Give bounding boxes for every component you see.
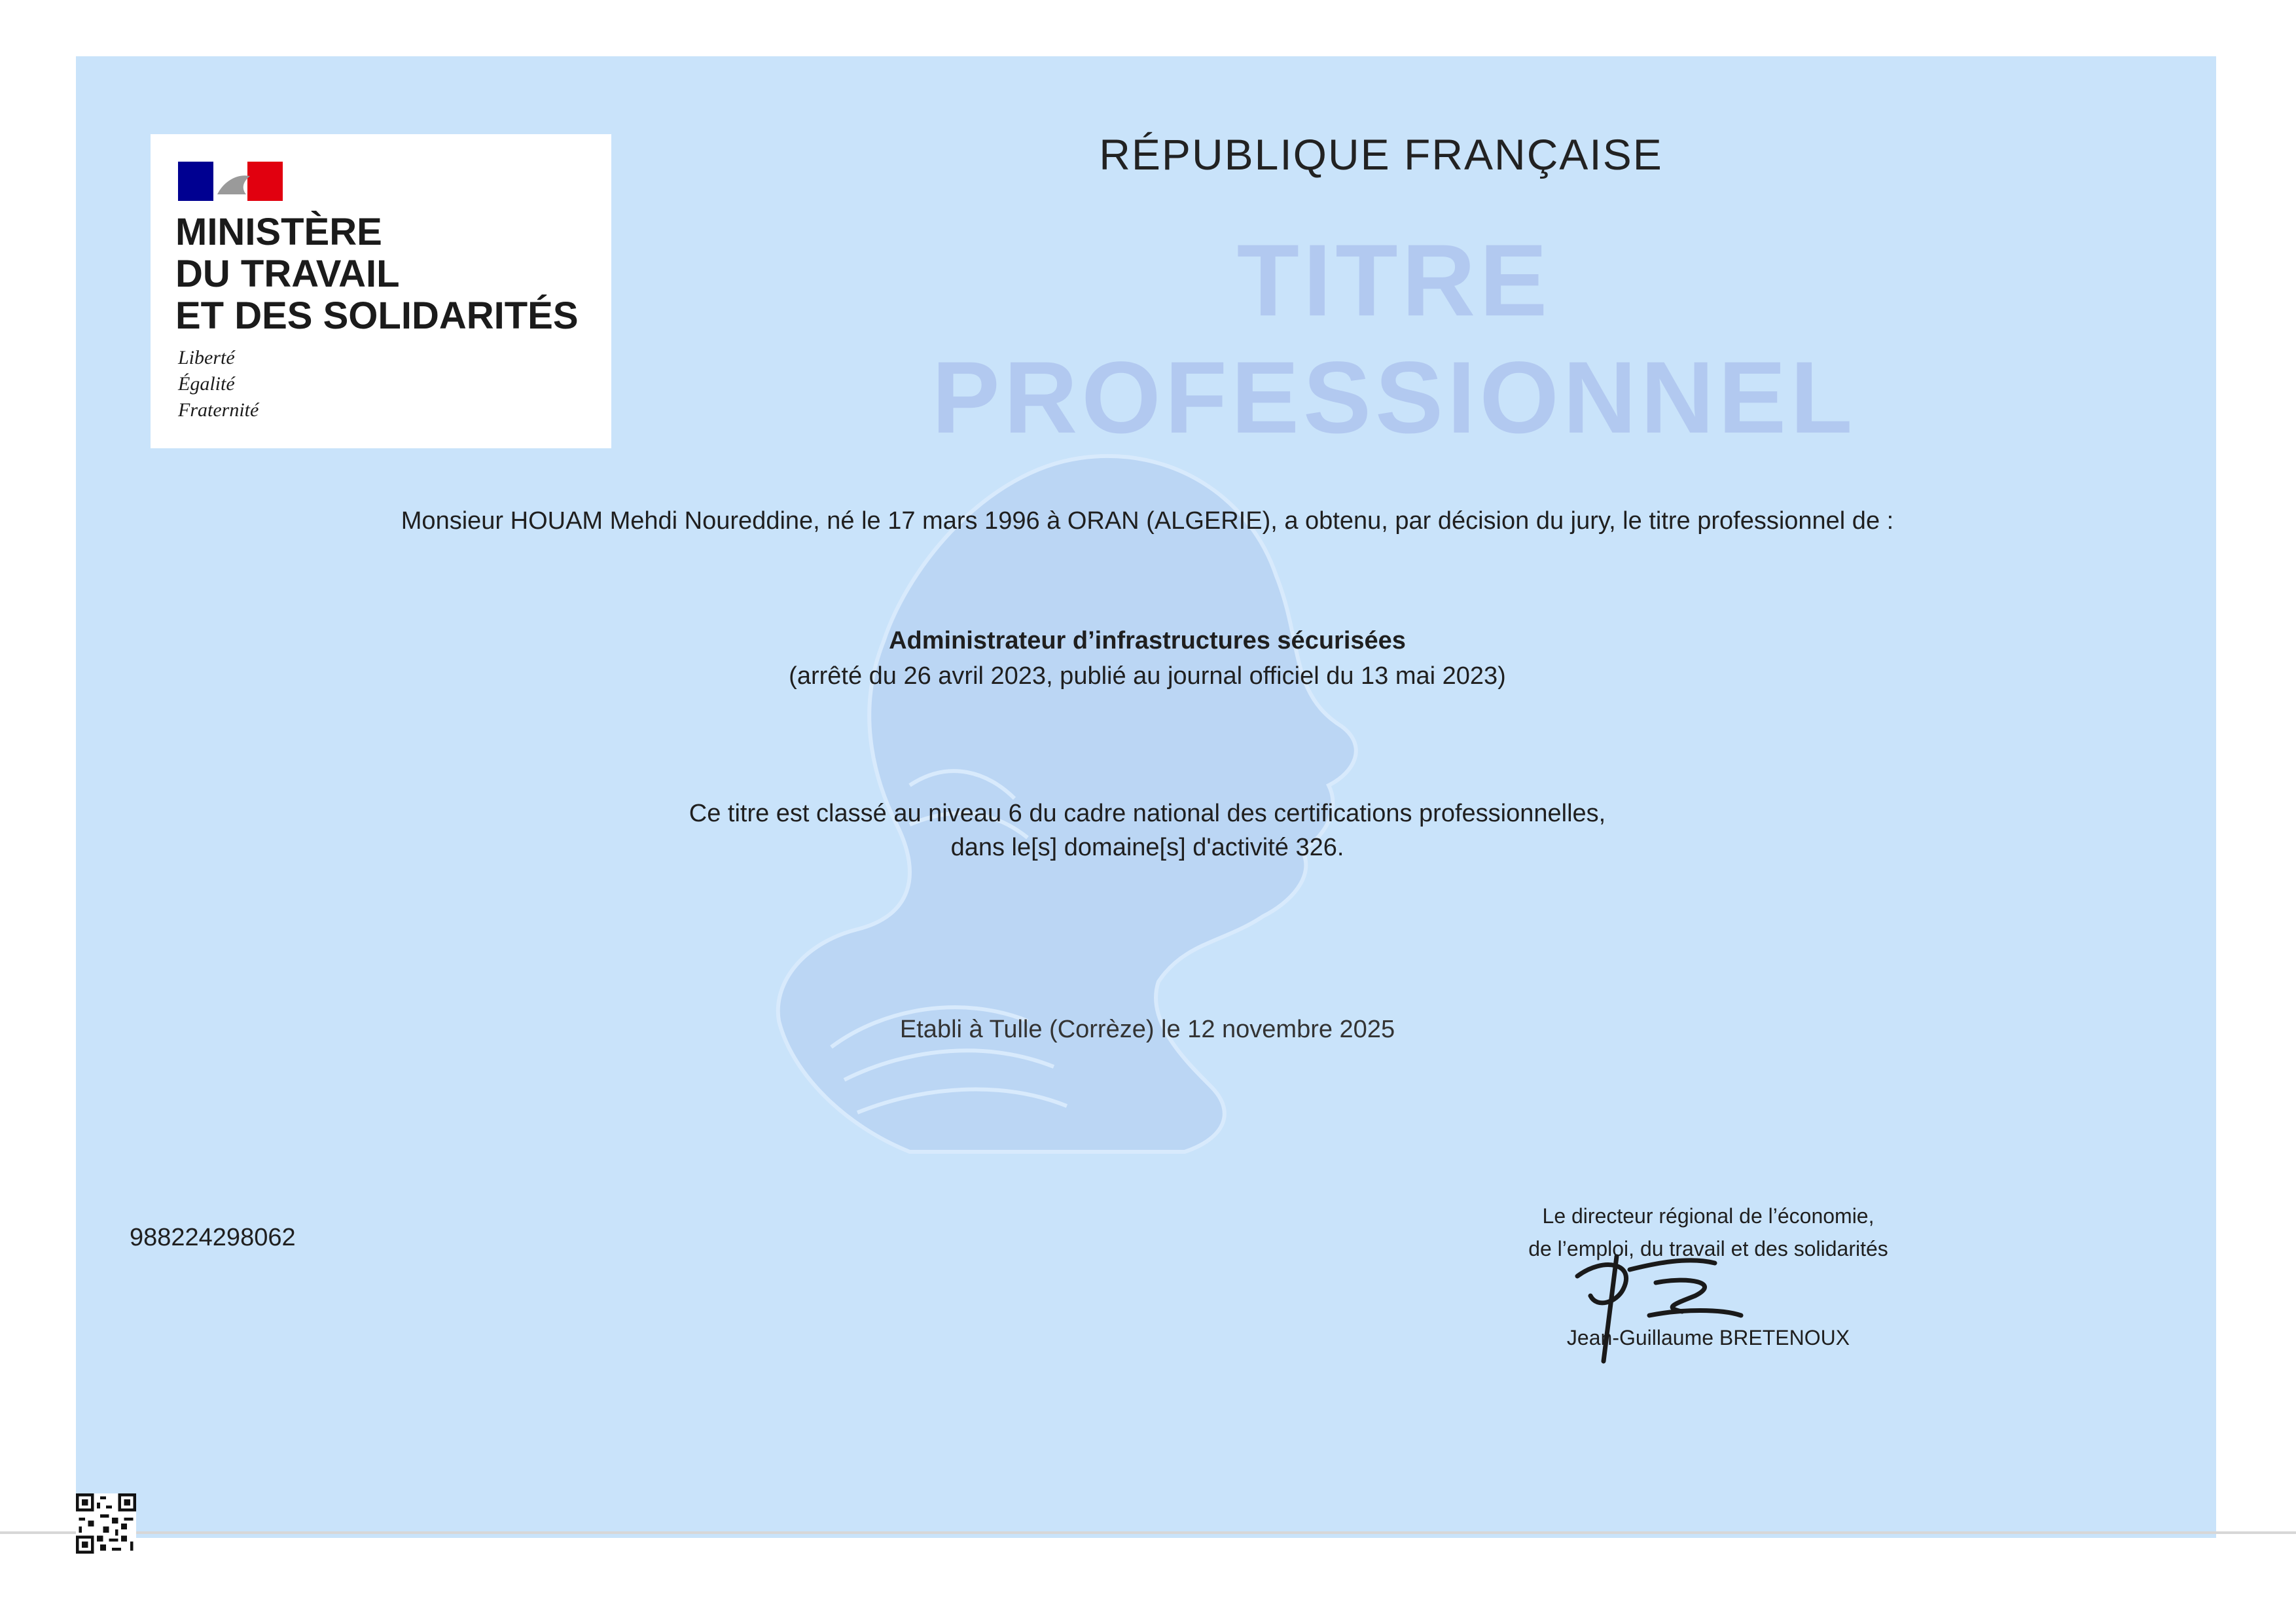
level-statement-line-2: dans le[s] domaine[s] d'activité 326. [950,834,1344,861]
document-title: TITRE PROFESSIONNEL [931,224,1857,455]
marianne-flag-icon [178,162,283,201]
signer-title-line-1: Le directeur régional de l’économie, [1542,1204,1874,1228]
level-statement-line-1: Ce titre est classé au niveau 6 du cadre national des certifications professionnelles, [689,800,1606,827]
certification-reference: (arrêté du 26 avril 2023, publié au journal officiel du 13 mai 2023) [789,662,1506,690]
signer-name: Jean-Guillaume BRETENOUX [1566,1326,1850,1349]
republic-motto: Liberté Égalité Fraternité [178,347,259,421]
award-statement: Monsieur HOUAM Mehdi Noureddine, né le 17 mars 1996 à ORAN (ALGERIE), a obtenu, par décision du jury, le titre professionnel de : [401,507,1894,535]
republic-heading: RÉPUBLIQUE FRANÇAISE [1099,130,1663,179]
issue-place-date: Etabli à Tulle (Corrèze) le 12 novembre 2025 [899,1016,1395,1043]
signature-icon [1551,1230,1761,1374]
qr-code-icon [76,1493,136,1554]
ministry-logo-block [151,134,611,448]
signer-title-line-2: de l’emploi, du travail et des solidarités [1528,1237,1888,1260]
marianne-effigy-watermark [713,419,1420,1309]
ministry-name: MINISTÈRE DU TRAVAIL ET DES SOLIDARITÉS [175,211,579,337]
document-number: 988224298062 [130,1224,296,1251]
certification-name: Administrateur d’infrastructures sécurisées [889,627,1406,654]
page-edge-divider [0,1531,2296,1534]
